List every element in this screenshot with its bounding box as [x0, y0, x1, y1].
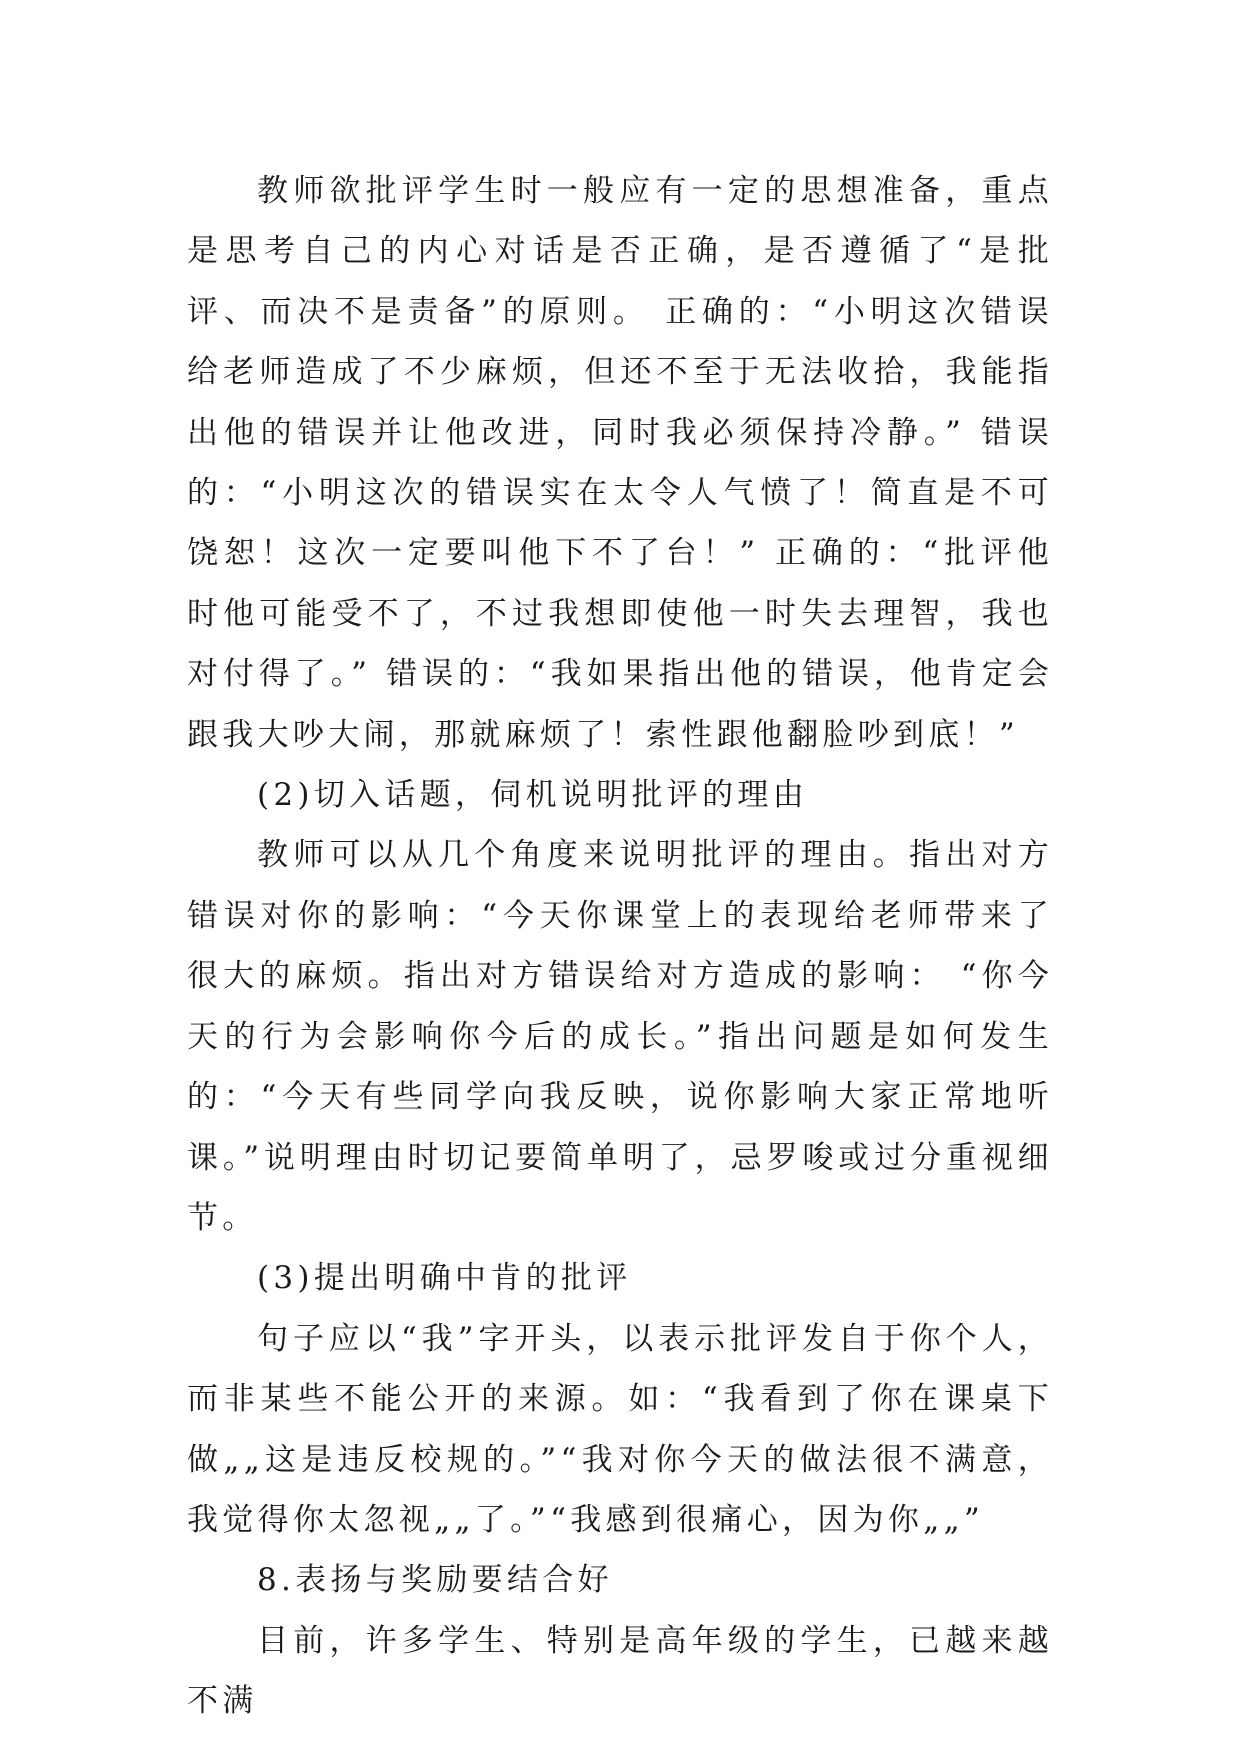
body-text — [187, 161, 1053, 1732]
heading-cut-into-topic: (2)切入话题，伺机说明批评的理由 — [257, 777, 809, 814]
paragraph-i-statements: 句子应以“我”字开头，以表示批评发自于你个人，而非某些不能公开的来源。如：“我看到了你在课桌下做„„这是违反校规的。”“我对你今天的做法很不满意，我觉得你太忽视„„了。”“我感到很痛心，因为你„„” — [187, 1320, 1053, 1538]
paragraph-current-students: 目前，许多学生、特别是高年级的学生，已越来越不满 — [187, 1622, 1053, 1720]
paragraph-criticism-preparation: 教师欲批评学生时一般应有一定的思想准备，重点是思考自己的内心对话是否正确，是否遵循了“是批评、而决不是责备”的原则。 正确的：“小明这次错误给老师造成了不少麻烦，但还不至于无法收拾，我能指出他的错误并让他改进，同时我必须保持冷静。” 错误的：“小明这次的错误实在太令人气愤了！简直是不可饶恕！这次一定要叫他下不了台！” 正确的：“批评他时他可能受不了，不过我想即使他一时失去理智，我也对付得了。” 错误的：“我如果指出他的错误，他肯定会跟我大吵大闹，那就麻烦了！索性跟他翻脸吵到底！” — [187, 173, 1053, 753]
paragraph-explain-reasons: 教师可以从几个角度来说明批评的理由。指出对方错误对你的影响：“今天你课堂上的表现给老师带来了很大的麻烦。指出对方错误给对方造成的影响： “你今天的行为会影响你今后的成长。”指出问题是如何发生的：“今天有些同学向我反映，说你影响大家正常地听课。”说明理由时切记要简单明了，忌罗唆或过分重视细节。 — [187, 837, 1053, 1236]
heading-clear-criticism: (3)提出明确中肯的批评 — [257, 1260, 632, 1297]
heading-praise-and-reward: 8.表扬与奖励要结合好 — [257, 1562, 613, 1599]
